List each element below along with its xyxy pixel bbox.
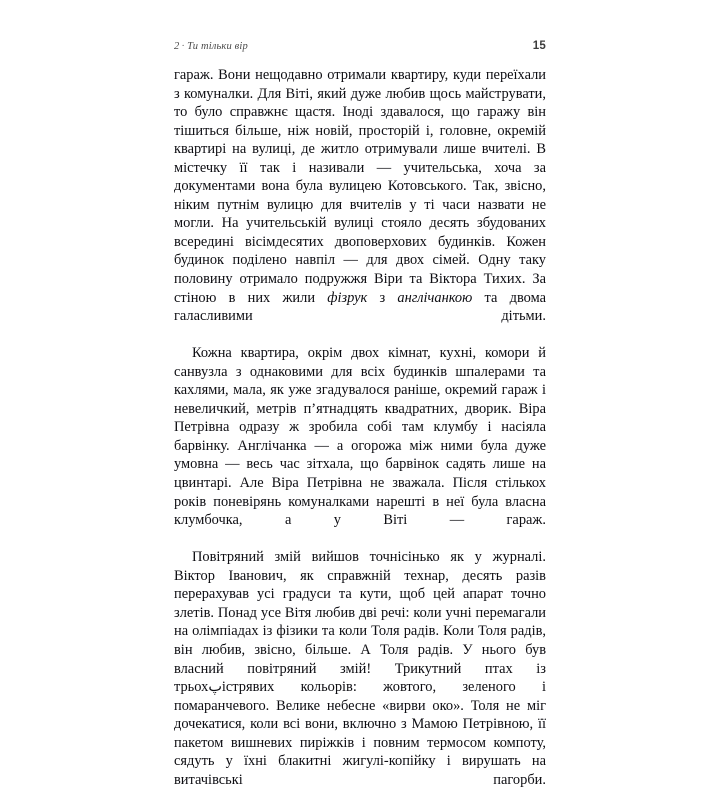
paragraph: Кожна квартира, окрім двох кімнат, кухні, комори й санвузла з однаковими для всіх будинків шпалерами та кахлями, мала, як уже згадувалося раніше, окремий гараж і невеличкий, метрів п’ятнадцять квадратних, дворик. Віра Петрівна одразу ж зробила собі там клумбу і насіяла барвінку. Англічанка — а огорожа між ними була дуже умовна — весь час зітхала, що барвінок садять лише на цвинтарі. Але Віра Петрівна не зважала. Після стількох років поневірянь комуналками нарешті в неї була власна клумбочка, а у Віті — гараж. <box>174 345 546 529</box>
page-number: 15 <box>532 40 546 52</box>
emphasis-text: англічанкою <box>397 289 473 306</box>
running-head-title <box>174 41 248 52</box>
chapter-number: 2 <box>174 41 180 52</box>
chapter-title: Ти тільки вір <box>187 41 248 52</box>
running-head <box>174 40 546 56</box>
running-head-separator: · <box>181 41 186 52</box>
paragraph: Повітряний змій вийшов точнісінько як у журналі. Віктор Іванович, як справжній технар, десять разів перерахував усі градуси та кути, щоб цей апарат точно злетів. Понад усе Вітя любив дві речі: коли учні перемагали на олімпіадах із фізики та коли Толя радів. Коли Толя радів, він любив, звісно, більше. А Толя радів. У нього був власний повітряний змій! Трикутний птах із трьохپістрявих кольорів: жовтого, зеленого і помаранчевого. Велике небесне «вирви око». Толя не міг дочекатися, коли всі вони, включно з Мамою Петрівною, її пакетом вишневих пиріжків і повним термосом компоту, сядуть у їхні блакитні жигулі-копійку і вирушать на витачівські пагорби. <box>174 549 546 788</box>
paragraph: гараж. Вони нещодавно отримали квартиру, куди переїхали з комуналки. Для Віті, який дуже любив щось майструвати, то було справжнє щастя. Іноді здавалося, що гаражу він тішиться більше, ніж новій, просторій і, головне, окремій квартирі на вулиці, де житло отримували лише вчителі. В містечку її так і називали — учительська, хоча за документами вона була вулицею Котовського. Так, звісно, ніким путнім вулицю для вчителів у ті часи назвати не могли. На учительській вулиці стояло десять збудованих всередині вісімдесятих двоповерхових будинків. Кожен будинок поділено навпіл — для двох сімей. Одну таку половину отримало подружжя Віри та Віктора Тихих. За стіною в них жили фізрук з англічанкою та двома галасливими дітьми. <box>174 67 546 325</box>
body-text-block <box>174 66 546 808</box>
emphasis-text: фізрук <box>327 289 368 306</box>
